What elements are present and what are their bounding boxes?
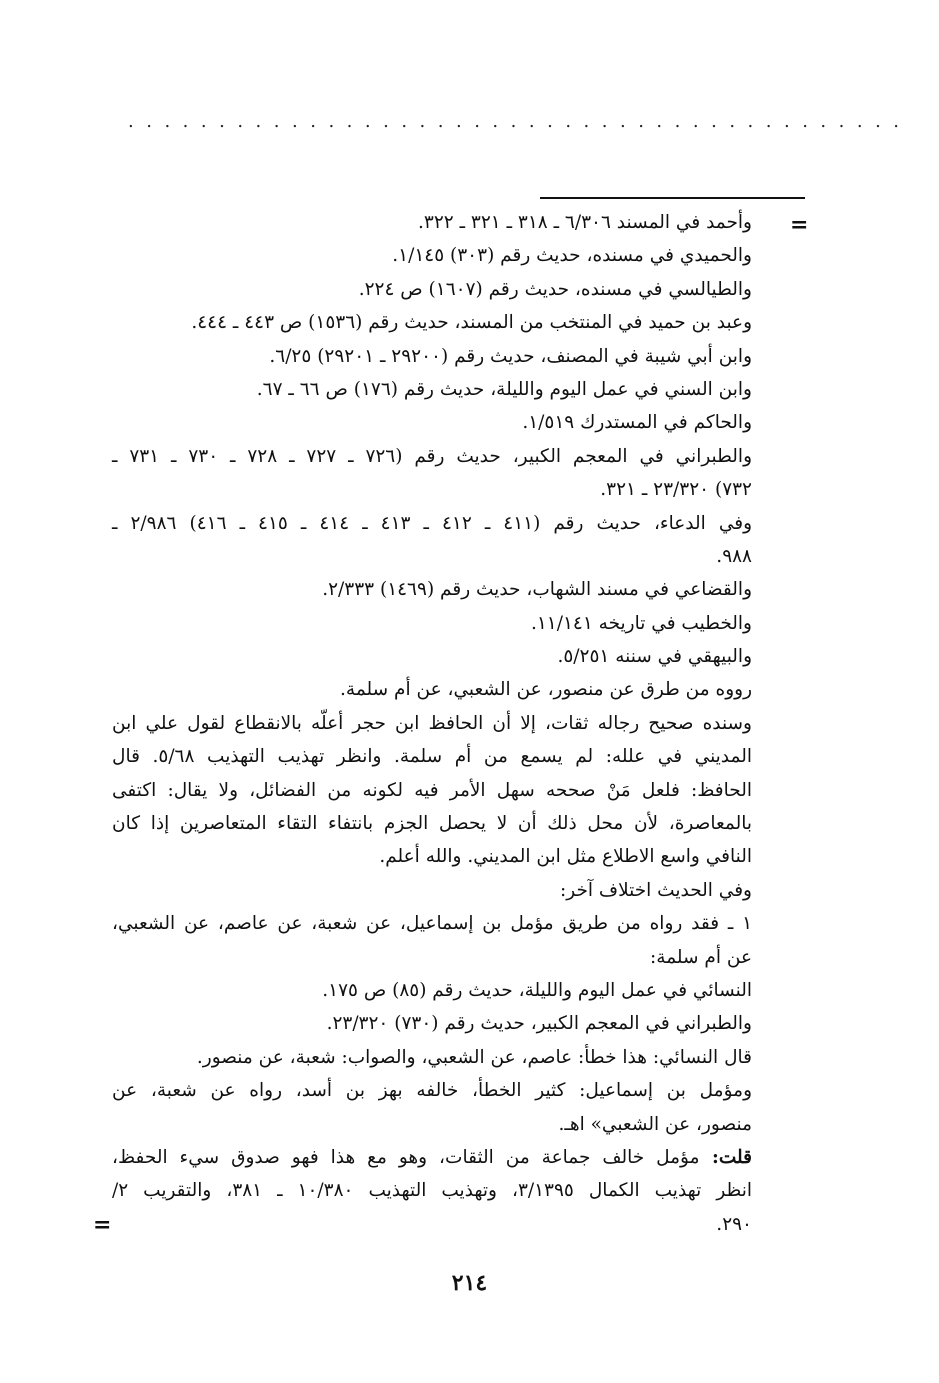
text-line — [112, 239, 752, 272]
text-line — [112, 473, 752, 506]
text-line — [112, 941, 752, 974]
line-text: النافي واسع الاطلاع مثل ابن المديني. والله أعلم. — [379, 846, 752, 868]
line-text: قال النسائي: هذا خطأ: عاصم، عن الشعبي، والصواب: شعبة، عن منصور. — [196, 1046, 752, 1068]
text-line — [112, 306, 752, 339]
text-line — [112, 406, 752, 439]
line-text: والطيالسي في مسنده، حديث رقم (١٦٠٧) ص ٢٢٤. — [358, 278, 752, 300]
text-line — [112, 607, 752, 640]
continuation-mark-top: = — [790, 212, 809, 238]
text-line — [112, 340, 752, 373]
line-text: وسنده صحيح رجاله ثقات، إلا أن الحافظ ابن حجر أعلّه بالانقطاع لقول علي ابن — [112, 712, 752, 734]
text-line — [112, 974, 752, 1007]
line-text: والخطيب في تاريخه ١١/١٤١. — [530, 612, 752, 634]
line-text: وفي الدعاء، حديث رقم (٤١١ ـ ٤١٢ ـ ٤١٣ ـ ٤١٤ ـ ٤١٥ ـ ٤١٦) ٢/٩٨٦ ـ — [112, 512, 753, 534]
line-text: ومؤمل بن إسماعيل: كثير الخطأ، خالفه بهز بن أسد، رواه عن شعبة، عن — [112, 1080, 752, 1102]
text-line — [112, 273, 752, 306]
line-text: ٩٨٨. — [716, 545, 752, 567]
text-line — [112, 740, 752, 773]
line-text: ٢٩٠. — [716, 1213, 752, 1235]
dot-leader-separator: ........................................... — [128, 111, 912, 132]
text-line — [112, 1041, 752, 1074]
line-text: وابن السني في عمل اليوم والليلة، حديث رقم (١٧٦) ص ٦٦ ـ ٦٧. — [256, 378, 752, 400]
line-text: وابن أبي شيبة في المصنف، حديث رقم (٢٩٢٠٠ ـ ٢٩٢٠١) ٦/٢٥. — [269, 345, 752, 367]
line-text: ٧٣٢) ٢٣/٣٢٠ ـ ٣٢١. — [600, 479, 752, 501]
line-text: انظر تهذيب الكمال ٣/١٣٩٥، وتهذيب التهذيب ١٠/٣٨٠ ـ ٣٨١، والتقريب ٢/ — [112, 1180, 752, 1202]
line-text: والطبراني في المعجم الكبير، حديث رقم (٧٢٦ ـ ٧٢٧ ـ ٧٢٨ ـ ٧٣٠ ـ ٧٣١ ـ — [112, 445, 753, 467]
text-line — [112, 874, 752, 907]
page-number: ٢١٤ — [451, 1270, 488, 1296]
text-line — [112, 573, 752, 606]
footnote-rule — [540, 197, 805, 199]
text-line — [112, 1141, 752, 1174]
line-text: المديني في علله: لم يسمع من أم سلمة. وانظر تهذيب التهذيب ٥/٦٨. قال — [112, 746, 752, 768]
text-line — [112, 373, 752, 406]
line-text: وأحمد في المسند ٦/٣٠٦ ـ ٣١٨ ـ ٣٢١ ـ ٣٢٢. — [418, 212, 752, 233]
line-text: الحافظ: فلعل مَنْ صححه سهل الأمر فيه لكونه من الفضائل، ولا يقال: اكتفى — [112, 779, 752, 801]
text-line — [112, 907, 752, 940]
text-line — [112, 440, 752, 473]
text-line — [112, 640, 752, 673]
text-line — [112, 1174, 752, 1207]
line-text: والحاكم في المستدرك ١/٥١٩. — [522, 412, 752, 434]
bold-lead-word: قلت: — [699, 1146, 752, 1168]
text-line — [112, 707, 752, 740]
text-line — [112, 774, 752, 807]
text-line — [112, 1007, 752, 1040]
text-line — [112, 673, 752, 706]
continuation-mark-bottom: = — [93, 1212, 112, 1238]
text-line — [112, 1108, 752, 1141]
footnote-body — [112, 206, 752, 1241]
line-text: النسائي في عمل اليوم والليلة، حديث رقم (٨٥) ص ١٧٥. — [322, 979, 752, 1001]
line-text: وعبد بن حميد في المنتخب من المسند، حديث رقم (١٥٣٦) ص ٤٤٣ ـ ٤٤٤. — [191, 312, 752, 334]
line-text: والقضاعي في مسند الشهاب، حديث رقم (١٤٦٩) ٢/٣٣٣. — [322, 579, 752, 601]
line-text: ١ ـ فقد رواه من طريق مؤمل بن إسماعيل، عن شعبة، عن عاصم، عن الشعبي، — [112, 913, 752, 935]
line-text: منصور، عن الشعبي» اهـ. — [558, 1113, 752, 1135]
text-line — [112, 540, 752, 573]
text-line — [112, 1074, 752, 1107]
line-text: رووه من طرق عن منصور، عن الشعبي، عن أم سلمة. — [340, 679, 752, 701]
line-text: عن أم سلمة: — [650, 946, 752, 968]
line-text: وفي الحديث اختلاف آخر: — [560, 879, 752, 901]
text-line — [112, 807, 752, 840]
text-line — [112, 507, 752, 540]
line-text: والحميدي في مسنده، حديث رقم (٣٠٣) ١/١٤٥. — [392, 245, 752, 267]
line-text: مؤمل خالف جماعة من الثقات، وهو مع هذا فهو صدوق سيء الحفظ، — [112, 1146, 700, 1168]
line-text: بالمعاصرة، لأن محل ذلك أن لا يحصل الجزم بانتفاء التقاء المتعاصرين إذا كان — [112, 813, 752, 835]
text-line — [112, 206, 752, 239]
line-text: والطبراني في المعجم الكبير، حديث رقم (٧٣٠) ٢٣/٣٢٠. — [326, 1013, 752, 1035]
text-line — [112, 840, 752, 873]
line-text: والبيهقي في سننه ٥/٢٥١. — [557, 646, 752, 668]
text-line — [112, 1208, 752, 1241]
